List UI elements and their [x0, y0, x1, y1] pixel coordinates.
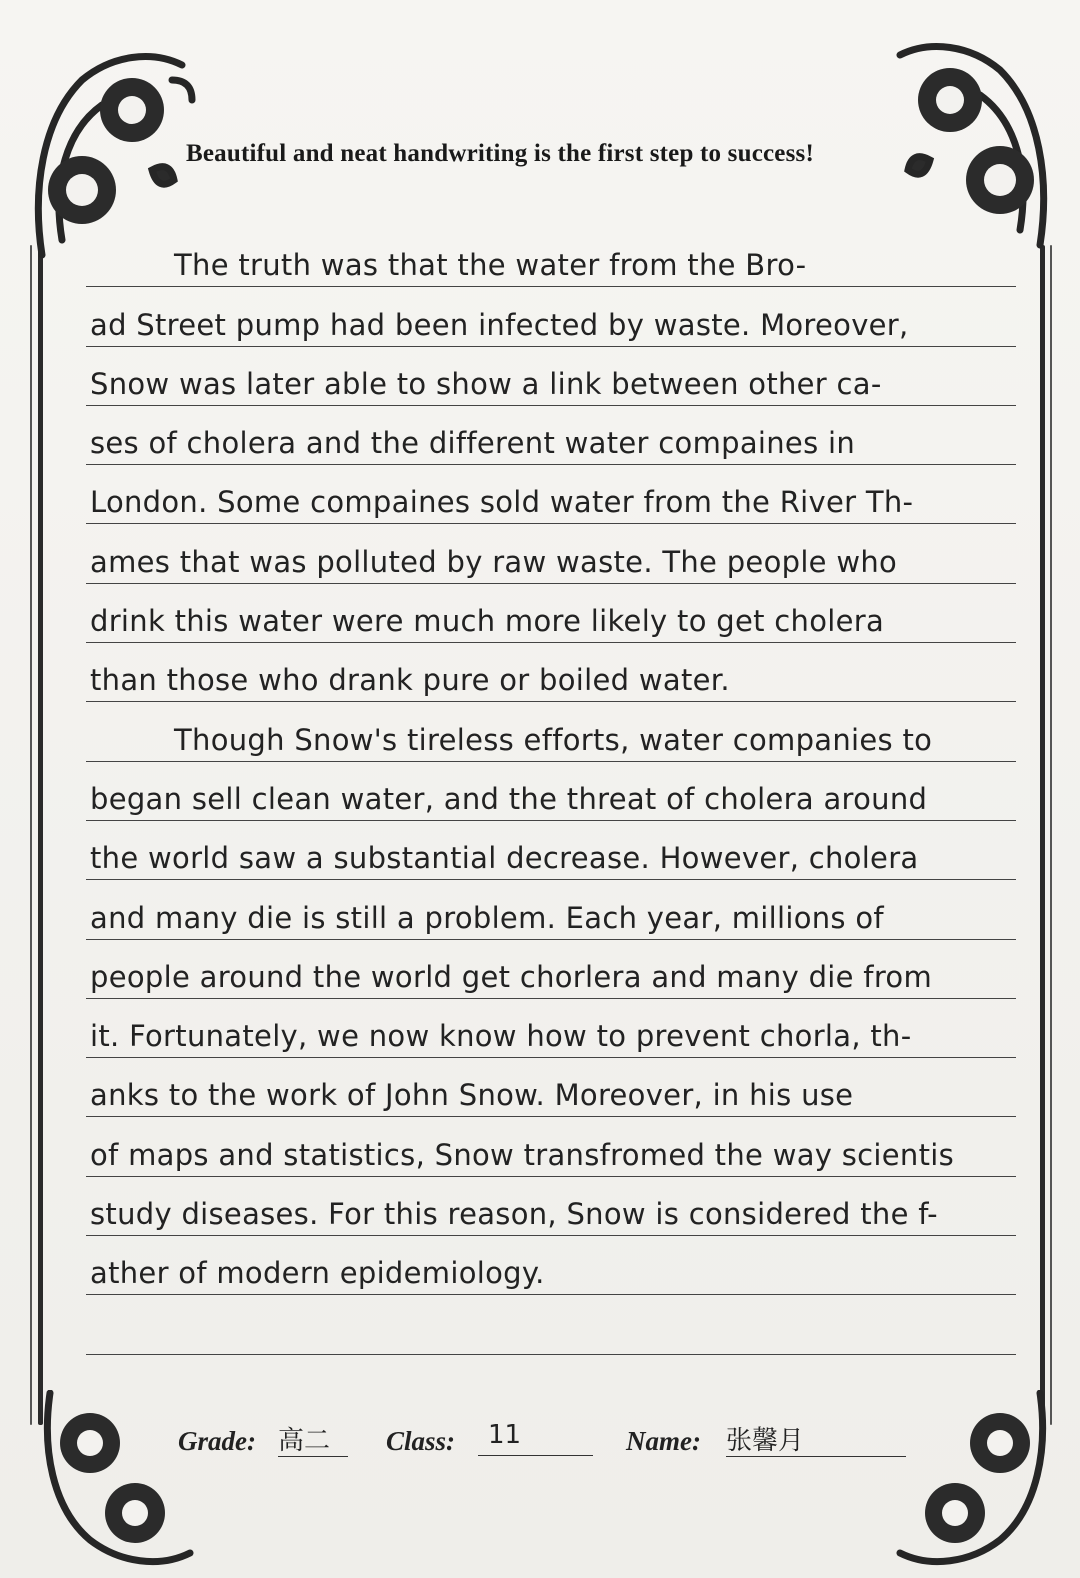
handwritten-line-text: of maps and statistics, Snow transfromed the way scientis: [90, 1137, 955, 1172]
handwritten-line-text: ather of modern epidemiology.: [90, 1256, 545, 1291]
grade-label: Grade:: [178, 1426, 256, 1456]
ornament-corner-bottom-right-icon: [880, 1390, 1060, 1578]
ruled-line: [86, 287, 1016, 346]
ruled-line: [86, 406, 1016, 465]
ruled-line: [86, 1177, 1016, 1236]
ruled-line: [86, 702, 1016, 761]
ruled-line: [86, 228, 1016, 287]
ruled-line: [86, 1058, 1016, 1117]
ruled-line: [86, 999, 1016, 1058]
handwritten-line-text: London. Some compaines sold water from the River Th-: [90, 485, 914, 520]
handwritten-line-text: it. Fortunately, we now know how to prevent chorla, th-: [90, 1019, 912, 1054]
handwritten-line-text: The truth was that the water from the Bro-: [174, 248, 807, 283]
right-border-inner-line: [1050, 245, 1052, 1425]
class-field: 11: [478, 1420, 593, 1456]
handwritten-line-text: ses of cholera and the different water compaines in: [90, 426, 856, 461]
grade-field: 高二: [278, 1420, 348, 1457]
handwritten-line-text: Though Snow's tireless efforts, water companies to: [174, 722, 933, 757]
motto-heading: Beautiful and neat handwriting is the first step to success!: [186, 140, 814, 167]
handwritten-line-text: the world saw a substantial decrease. However, cholera: [90, 841, 919, 876]
handwritten-line-text: ames that was polluted by raw waste. The people who: [90, 544, 898, 579]
ruled-line: [86, 347, 1016, 406]
handwritten-line-text: began sell clean water, and the threat of cholera around: [90, 781, 928, 816]
handwritten-line-text: anks to the work of John Snow. Moreover, in his use: [90, 1078, 854, 1113]
ruled-line: [86, 1117, 1016, 1176]
handwritten-line-text: and many die is still a problem. Each year, millions of: [90, 900, 884, 935]
ruled-line: [86, 524, 1016, 583]
ruled-line: [86, 1236, 1016, 1295]
handwritten-line-text: ad Street pump had been infected by waste. Moreover,: [90, 307, 909, 342]
name-label: Name:: [626, 1426, 701, 1456]
ruled-line: [86, 643, 1016, 702]
ruled-line: [86, 1295, 1016, 1354]
handwritten-line-text: than those who drank pure or boiled water.: [90, 663, 730, 698]
class-label: Class:: [386, 1426, 456, 1456]
left-border-line: [38, 245, 43, 1425]
name-field: 张馨月: [726, 1420, 906, 1457]
ornament-corner-bottom-left-icon: [30, 1390, 210, 1578]
right-border-line: [1040, 245, 1045, 1425]
handwritten-line-text: drink this water were much more likely to get cholera: [90, 604, 885, 639]
ruled-writing-area: [86, 228, 1016, 1355]
ruled-line: [86, 762, 1016, 821]
handwritten-line-text: study diseases. For this reason, Snow is considered the f-: [90, 1197, 938, 1232]
handwritten-line-text: people around the world get chorlera and many die from: [90, 959, 932, 994]
ruled-line: [86, 584, 1016, 643]
ruled-line: [86, 940, 1016, 999]
student-info-footer: [178, 1420, 918, 1464]
ruled-line: [86, 465, 1016, 524]
ornament-corner-top-left-icon: [22, 40, 202, 260]
handwritten-line-text: Snow was later able to show a link between other ca-: [90, 366, 882, 401]
ruled-line: [86, 821, 1016, 880]
left-border-inner-line: [30, 245, 32, 1425]
ruled-line: [86, 880, 1016, 939]
